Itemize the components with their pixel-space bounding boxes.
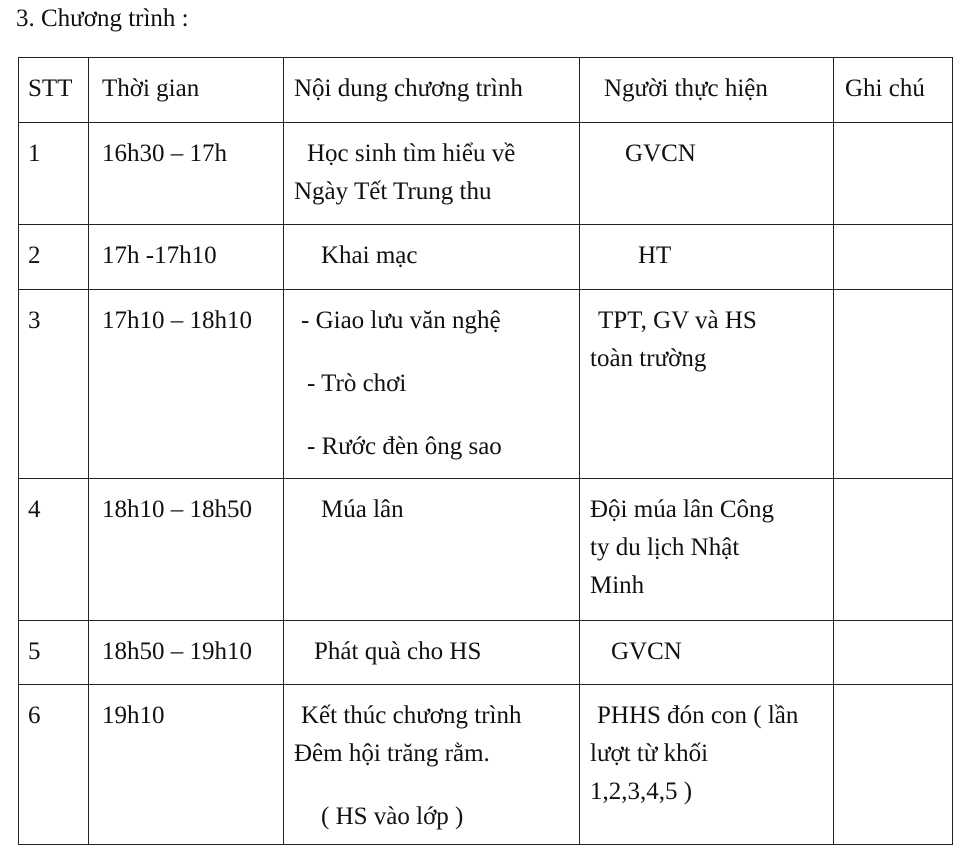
program-table xyxy=(18,57,953,845)
row-performer xyxy=(580,225,834,290)
performer-line: Minh xyxy=(590,572,645,599)
header-stt: STT xyxy=(19,58,89,123)
table-header-row xyxy=(19,58,953,123)
row-stt: 3 xyxy=(19,290,89,479)
content-line: - Trò chơi xyxy=(307,370,407,397)
performer-line: PHHS đón con ( lần xyxy=(597,702,799,729)
header-performer: Người thực hiện xyxy=(580,58,834,123)
row-time: 17h10 – 18h10 xyxy=(89,290,284,479)
row-note xyxy=(834,479,953,621)
performer-line: ty du lịch Nhật xyxy=(590,534,740,561)
table-row xyxy=(19,621,953,685)
performer-line: Đội múa lân Công xyxy=(590,496,775,523)
content-line: Học sinh tìm hiểu về xyxy=(307,140,516,167)
row-performer xyxy=(580,290,834,479)
content-line: - Rước đèn ông sao xyxy=(307,433,502,460)
row-content xyxy=(284,479,580,621)
row-time: 17h -17h10 xyxy=(89,225,284,290)
content-line: Khai mạc xyxy=(321,242,418,269)
row-stt: 6 xyxy=(19,685,89,845)
table-row xyxy=(19,225,953,290)
content-line: Kết thúc chương trình xyxy=(301,702,522,729)
content-line: Phát quà cho HS xyxy=(314,638,482,665)
section-heading: 3. Chương trình : xyxy=(16,5,189,32)
row-time: 18h10 – 18h50 xyxy=(89,479,284,621)
row-note xyxy=(834,685,953,845)
header-note: Ghi chú xyxy=(834,58,953,123)
row-content xyxy=(284,225,580,290)
performer-line: GVCN xyxy=(625,140,696,167)
row-content xyxy=(284,621,580,685)
performer-line: toàn trường xyxy=(590,345,707,372)
row-performer xyxy=(580,479,834,621)
row-note xyxy=(834,123,953,225)
row-time: 18h50 – 19h10 xyxy=(89,621,284,685)
row-stt: 5 xyxy=(19,621,89,685)
performer-line: TPT, GV và HS xyxy=(598,307,757,334)
row-stt: 2 xyxy=(19,225,89,290)
row-note xyxy=(834,621,953,685)
content-line: Ngày Tết Trung thu xyxy=(294,178,492,205)
row-content xyxy=(284,685,580,845)
content-line: - Giao lưu văn nghệ xyxy=(301,307,501,334)
table-row xyxy=(19,290,953,479)
content-line: ( HS vào lớp ) xyxy=(321,803,464,830)
performer-line: lượt từ khối xyxy=(590,740,709,767)
table-row xyxy=(19,123,953,225)
performer-line: HT xyxy=(638,242,672,269)
row-content xyxy=(284,290,580,479)
row-note xyxy=(834,225,953,290)
row-time: 19h10 xyxy=(89,685,284,845)
row-stt: 4 xyxy=(19,479,89,621)
row-stt: 1 xyxy=(19,123,89,225)
header-time: Thời gian xyxy=(89,58,284,123)
row-performer xyxy=(580,621,834,685)
performer-line: GVCN xyxy=(611,638,682,665)
row-performer xyxy=(580,685,834,845)
row-content xyxy=(284,123,580,225)
performer-line: 1,2,3,4,5 ) xyxy=(590,778,693,805)
table-row xyxy=(19,479,953,621)
content-line: Đêm hội trăng rằm. xyxy=(294,740,490,767)
row-time: 16h30 – 17h xyxy=(89,123,284,225)
row-note xyxy=(834,290,953,479)
row-performer xyxy=(580,123,834,225)
table-row xyxy=(19,685,953,845)
content-line: Múa lân xyxy=(321,496,404,523)
header-content: Nội dung chương trình xyxy=(284,58,580,123)
